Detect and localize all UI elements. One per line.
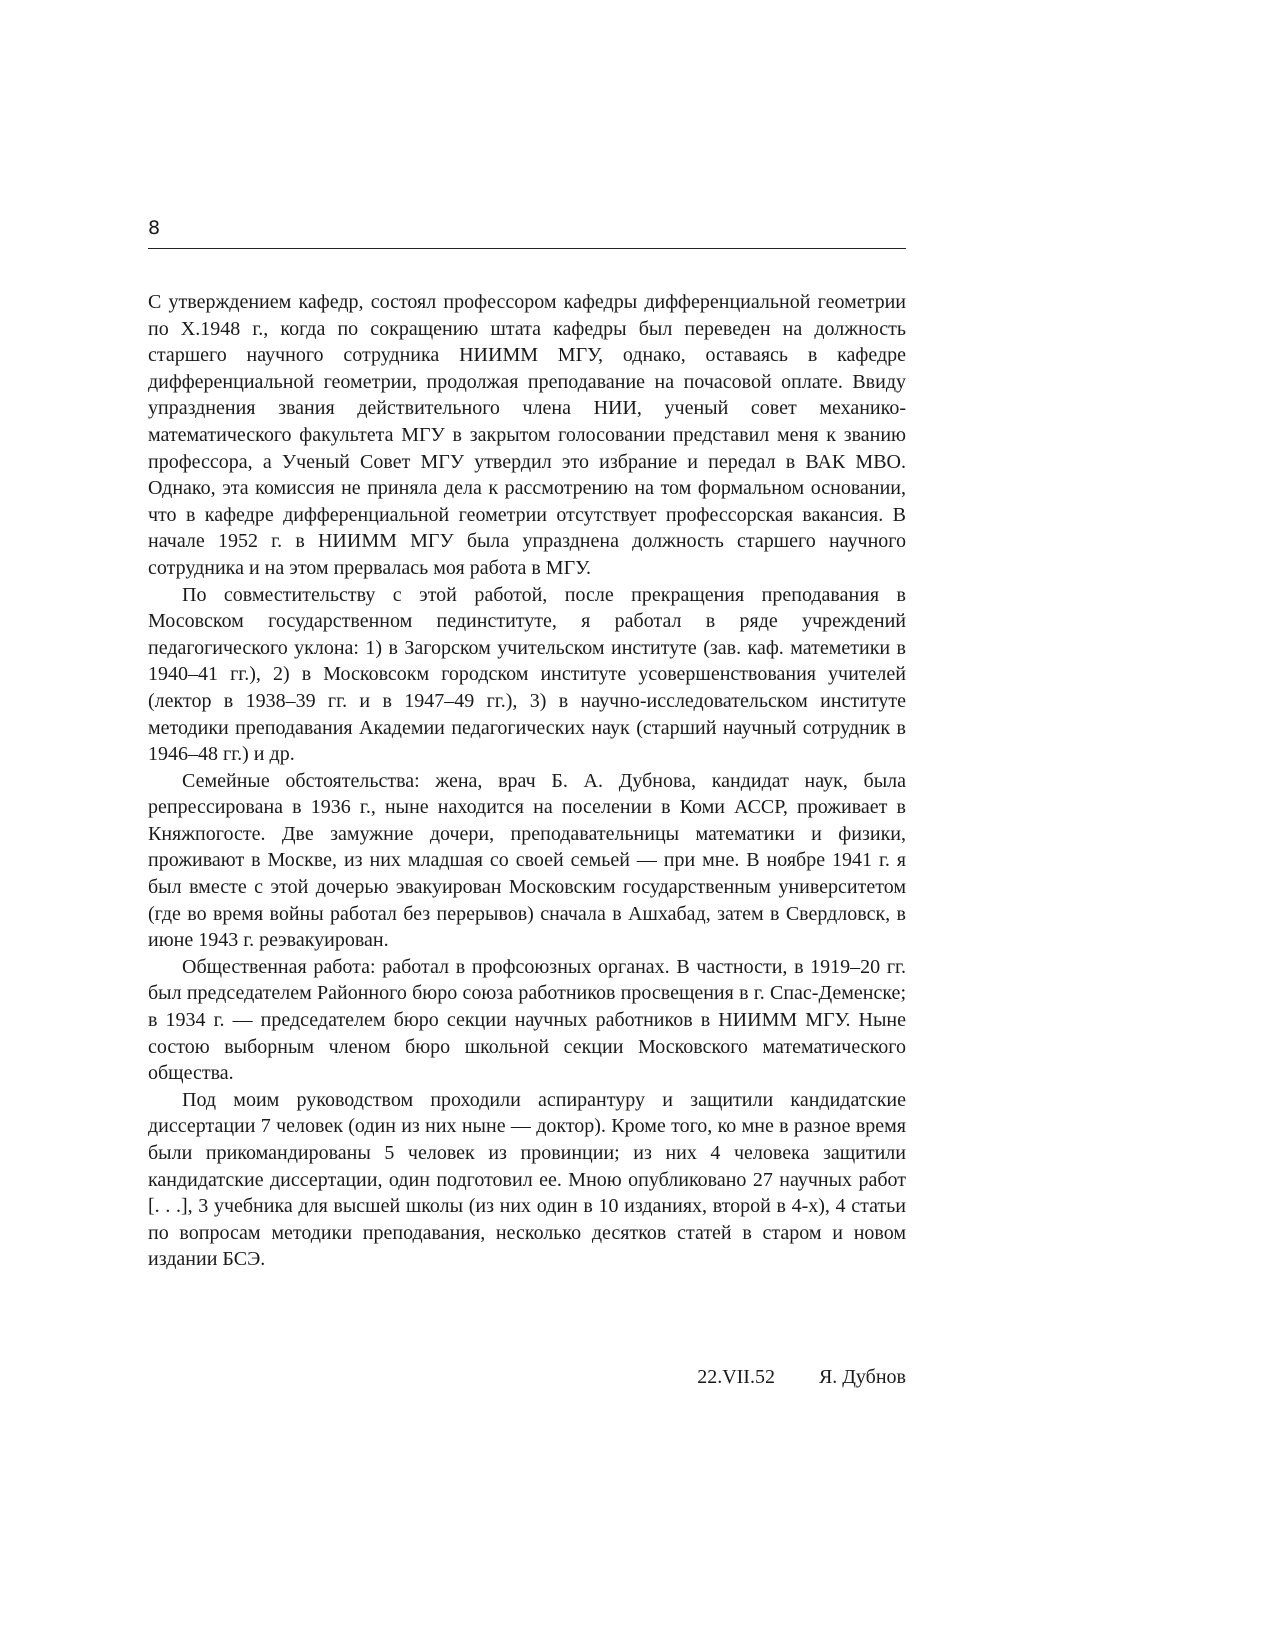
- paragraph-other-work: По совместительству с этой работой, после прекращения преподавания в Мосовском государственном пединституте, я работал в ряде учреждений педагогического уклона: 1) в Загорском учительском институте (зав. каф. матеметики в 1940–41 гг.), 2) в Московсокм городском институте усовершенствования учителей (лектор в 1938–39 гг. и в 1947–49 гг.), 3) в научно-исследовательском институте методики преподавания Академии педагогических наук (старший научный сотрудник в 1946–48 гг.) и др.: [148, 583, 906, 766]
- signature-date: 22.VII.52: [697, 1366, 775, 1388]
- page-header: [148, 216, 906, 249]
- paragraph-public-work: Общественная работа: работал в профсоюзных органах. В частности, в 1919–20 гг. был председателем Районного бюро союза работников просвещения в г. Спас-Деменске; в 1934 г. — председателем бюро секции научных работников в НИИММ МГУ. Ныне состою выборным членом бюро школьной секции Московского математического общества.: [148, 955, 906, 1085]
- body-text: [148, 289, 906, 1273]
- signature-name: Я. Дубнов: [818, 1366, 906, 1388]
- signature-line: [148, 1364, 906, 1390]
- page-number: 8: [148, 217, 161, 239]
- paragraph-family: Семейные обстоятельства: жена, врач Б. А. Дубнова, кандидат наук, была репрессирована в 1936 г., ныне находится на поселении в Коми АССР, проживает в Княжпогосте. Две замужние дочери, преподавательницы математики и физики, проживают в Москве, из них младшая со своей семьей — при мне. В ноябре 1941 г. я был вместе с этой дочерью эвакуирован Московским государственным университетом (где во время войны работал без перерывов) сначала в Ашхабад, затем в Свердловск, в июне 1943 г. реэвакуирован.: [148, 769, 906, 952]
- paragraph-continuation: С утверждением кафедр, состоял профессором кафедры дифференциальной геометрии по X.1948 г., когда по сокращению штата кафедры был переведен на должность старшего научного сотрудника НИИММ МГУ, однако, оставаясь в кафедре дифференциальной геометрии, продолжая преподавание на почасовой оплате. Ввиду упразднения звания действительного члена НИИ, ученый совет механико-математического факультета МГУ в закрытом голосовании представил меня к званию профессора, а Ученый Совет МГУ утвердил это избрание и передал в ВАК МВО. Однако, эта комиссия не приняла дела к рассмотрению на том формальном основании, что в кафедре дифференциальной геометрии отсутствует профессорская вакансия. В начале 1952 г. в НИИММ МГУ была упразднена должность старшего научного сотрудника и на этом прервалась моя работа в МГУ.: [148, 291, 906, 579]
- paragraph-students-publications: Под моим руководством проходили аспирантуру и защитили кандидатские диссертации 7 человек (один из них ныне — доктор). Кроме того, ко мне в разное время были прикомандированы 5 человек из провинции; из них 4 человека защитили кандидатские диссертации, один подготовил ее. Мною опубликовано 27 научных работ [. . .], 3 учебника для высшей школы (из них один в 10 изданиях, второй в 4-х), 4 статьи по вопросам методики преподавания, несколько десятков статей в старом и новом издании БСЭ.: [148, 1088, 906, 1271]
